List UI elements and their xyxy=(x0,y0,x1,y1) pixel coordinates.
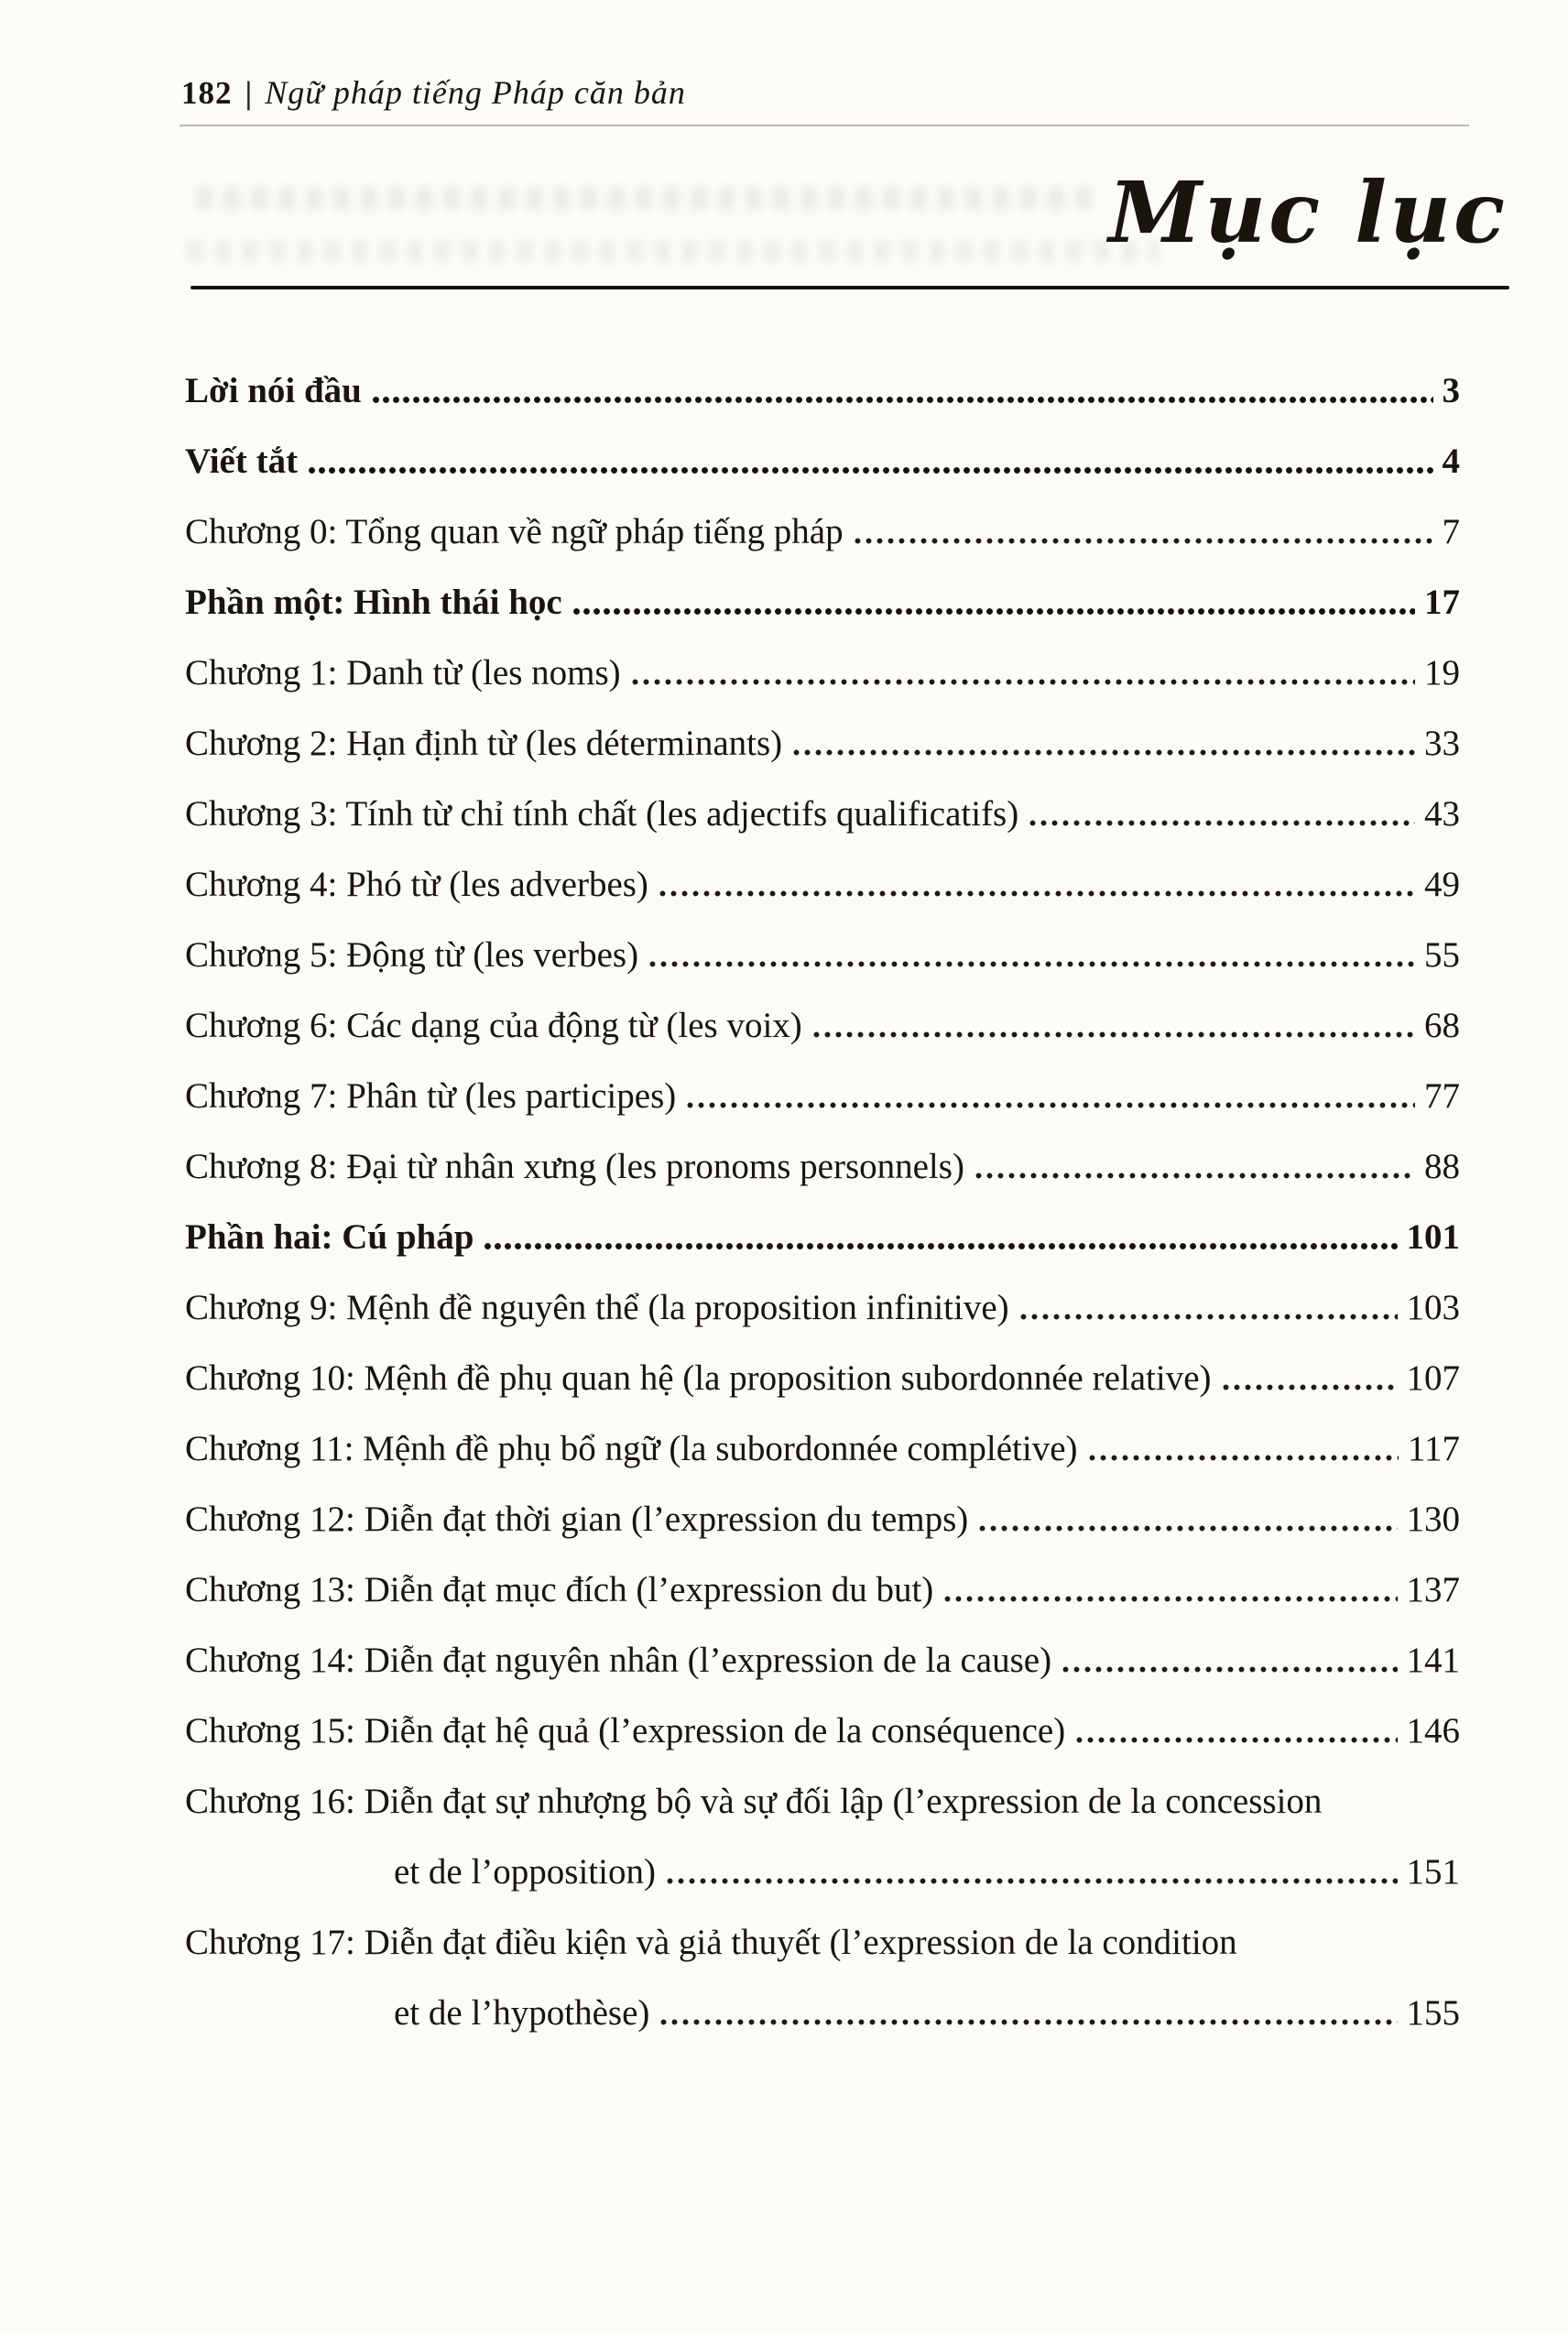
toc-entry xyxy=(185,341,1460,411)
toc-entry-label: Chương 9: Mệnh đề nguyên thể (la proposition infinitive) xyxy=(185,1288,1009,1327)
print-through-artifact xyxy=(188,240,1159,262)
print-through-artifact xyxy=(197,188,1094,210)
title-rule xyxy=(191,286,1509,289)
toc-entry-label: Chương 3: Tính từ chỉ tính chất (les adjectifs qualificatifs) xyxy=(185,794,1019,834)
toc-page-number: 117 xyxy=(1407,1429,1460,1468)
dotted-leader xyxy=(632,679,1415,685)
dotted-leader xyxy=(1076,1737,1397,1743)
page-header xyxy=(181,73,686,112)
toc-entry-label: Chương 5: Động từ (les verbes) xyxy=(185,935,639,975)
title-block xyxy=(1108,163,1508,262)
toc-entry xyxy=(185,411,1460,482)
dotted-leader xyxy=(1223,1384,1398,1391)
toc-page-number: 7 xyxy=(1442,512,1460,551)
dotted-leader xyxy=(1020,1314,1398,1320)
toc-entry-label: Chương 2: Hạn định từ (les déterminants) xyxy=(185,724,783,763)
toc-entry xyxy=(185,1117,1460,1187)
toc-page-number: 4 xyxy=(1442,442,1460,481)
dotted-leader xyxy=(660,2019,1397,2025)
toc-page-number: 19 xyxy=(1424,653,1460,693)
toc-entry xyxy=(185,1328,1460,1399)
toc-page-number: 146 xyxy=(1406,1711,1460,1750)
toc-entry xyxy=(185,1540,1460,1610)
dotted-leader xyxy=(687,1102,1415,1108)
dotted-leader xyxy=(813,1031,1415,1038)
toc-page-number: 130 xyxy=(1406,1500,1460,1539)
toc-entry xyxy=(185,764,1460,834)
toc-entry-label: Chương 17: Diễn đạt điều kiện và giả thuyết (l’expression de la condition xyxy=(185,1923,1237,1962)
toc-page-number: 3 xyxy=(1442,371,1460,410)
toc-entry xyxy=(185,1399,1460,1469)
toc-page-number: 141 xyxy=(1406,1641,1460,1680)
dotted-leader xyxy=(1029,820,1415,826)
toc-entry-label: Chương 14: Diễn đạt nguyên nhân (l’expression de la cause) xyxy=(185,1641,1052,1680)
toc-entry xyxy=(185,552,1460,623)
toc-entry-label: Chương 6: Các dạng của động từ (les voix) xyxy=(185,1006,802,1045)
toc-entry-continuation-label: et de l’opposition) xyxy=(394,1852,656,1892)
toc-entry-label: Chương 16: Diễn đạt sự nhượng bộ và sự đối lập (l’expression de la concession xyxy=(185,1782,1323,1821)
toc-entry-label: Chương 11: Mệnh đề phụ bổ ngữ (la subordonnée complétive) xyxy=(185,1429,1078,1468)
toc-entry-label: Lời nói đầu xyxy=(185,371,362,410)
toc-entry xyxy=(185,1610,1460,1681)
toc-entry xyxy=(185,1258,1460,1328)
toc-entry-label: Phần hai: Cú pháp xyxy=(185,1217,474,1257)
toc-entry-continuation xyxy=(185,1963,1460,2034)
toc-page-number: 107 xyxy=(1406,1358,1460,1398)
dotted-leader xyxy=(659,890,1415,897)
toc-entry-label: Chương 10: Mệnh đề phụ quan hệ (la proposition subordonnée relative) xyxy=(185,1358,1212,1398)
toc-entry xyxy=(185,1751,1460,1822)
dotted-leader xyxy=(573,608,1415,615)
toc-page-number: 33 xyxy=(1424,724,1460,763)
dotted-leader xyxy=(1089,1455,1399,1461)
toc-entry xyxy=(185,1469,1460,1540)
toc-page-number: 151 xyxy=(1406,1852,1460,1892)
toc-list xyxy=(185,341,1460,2034)
toc-entry xyxy=(185,834,1460,905)
toc-entry-label: Chương 7: Phân từ (les participes) xyxy=(185,1076,677,1116)
toc-entry xyxy=(185,623,1460,693)
dotted-leader xyxy=(944,1596,1397,1602)
toc-entry xyxy=(185,693,1460,764)
dotted-leader xyxy=(975,1172,1415,1179)
toc-entry-continuation-label: et de l’hypothèse) xyxy=(394,1993,650,2033)
toc-page-number: 49 xyxy=(1424,865,1460,904)
dotted-leader xyxy=(667,1878,1398,1884)
dotted-leader xyxy=(649,961,1415,967)
dotted-leader xyxy=(793,749,1415,756)
toc-entry-label: Chương 8: Đại từ nhân xưng (les pronoms personnels) xyxy=(185,1147,964,1186)
toc-page-number: 103 xyxy=(1406,1288,1460,1327)
header-page-number: 182 xyxy=(181,75,233,111)
toc-entry-continuation xyxy=(185,1822,1460,1892)
toc-entry-label: Chương 4: Phó từ (les adverbes) xyxy=(185,865,648,904)
toc-page-number: 137 xyxy=(1406,1570,1460,1609)
dotted-leader xyxy=(855,538,1433,544)
header-separator: | xyxy=(245,75,253,111)
toc-entry-label: Chương 0: Tổng quan về ngữ pháp tiếng pháp xyxy=(185,512,844,551)
toc-entry-label: Chương 13: Diễn đạt mục đích (l’expression du but) xyxy=(185,1570,934,1609)
toc-entry xyxy=(185,1046,1460,1117)
toc-entry xyxy=(185,1681,1460,1751)
toc-entry xyxy=(185,482,1460,552)
toc-entry-label: Phần một: Hình thái học xyxy=(185,583,562,622)
header-rule xyxy=(180,125,1469,126)
dotted-leader xyxy=(309,467,1432,474)
dotted-leader xyxy=(979,1525,1397,1532)
toc-page-number: 77 xyxy=(1424,1076,1460,1116)
toc-entry xyxy=(185,905,1460,976)
toc-page-number: 17 xyxy=(1424,583,1460,622)
toc-page-number: 101 xyxy=(1406,1217,1460,1257)
toc-page-number: 155 xyxy=(1406,1993,1460,2033)
toc-page-number: 55 xyxy=(1424,935,1460,975)
toc-page-number: 43 xyxy=(1424,794,1460,834)
dotted-leader xyxy=(485,1243,1397,1249)
toc-entry-label: Viết tắt xyxy=(185,442,299,481)
header-book-title: Ngữ pháp tiếng Pháp căn bản xyxy=(265,74,686,111)
toc-entry-label: Chương 12: Diễn đạt thời gian (l’expression du temps) xyxy=(185,1500,969,1539)
toc-entry xyxy=(185,976,1460,1046)
toc-page-number: 88 xyxy=(1424,1147,1460,1186)
toc-page-number: 68 xyxy=(1424,1006,1460,1045)
dotted-leader xyxy=(373,397,1433,403)
toc-entry xyxy=(185,1187,1460,1258)
dotted-leader xyxy=(1062,1666,1397,1673)
toc-entry-label: Chương 15: Diễn đạt hệ quả (l’expression de la conséquence) xyxy=(185,1711,1066,1750)
toc-entry-label: Chương 1: Danh từ (les noms) xyxy=(185,653,621,693)
page-title: Mục lục xyxy=(1108,163,1508,262)
toc-entry xyxy=(185,1892,1460,1963)
